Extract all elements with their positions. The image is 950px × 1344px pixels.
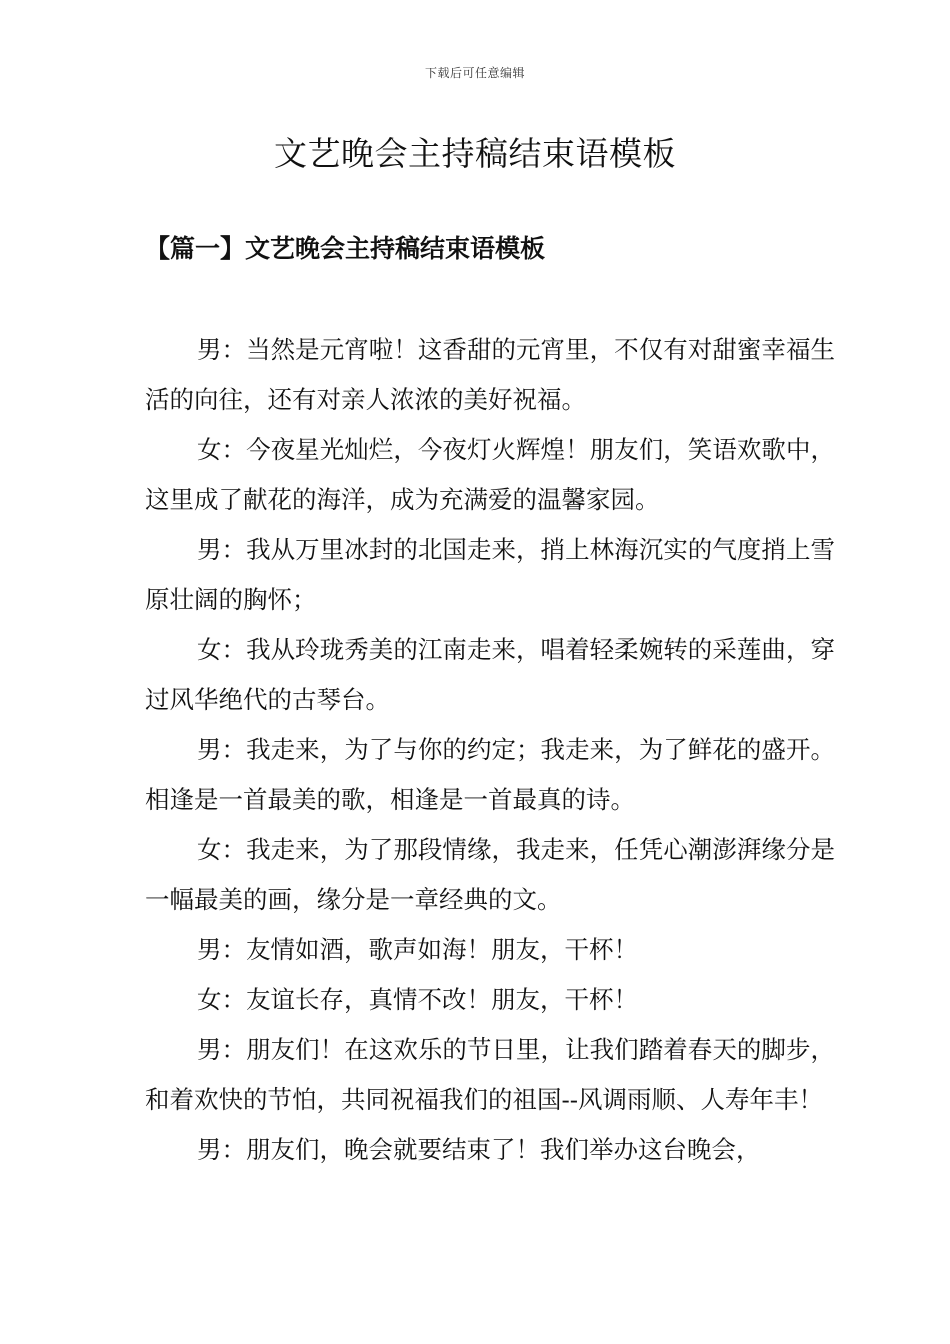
paragraph: 男：我走来，为了与你的约定；我走来，为了鲜花的盛开。相逢是一首最美的歌，相逢是一首最真的诗。 (145, 735, 835, 814)
document-body (145, 325, 835, 1175)
paragraph: 女：我走来，为了那段情缘，我走来，任凭心潮澎湃缘分是一幅最美的画，缘分是一章经典的文。 (145, 835, 835, 914)
document-title: 文艺晚会主持稿结束语模板 (274, 134, 676, 173)
paragraph: 男：朋友们，晚会就要结束了！我们举办这台晚会， (197, 1135, 761, 1164)
paragraph: 男：我从万里冰封的北国走来，捎上林海沉实的气度捎上雪原壮阔的胸怀； (145, 535, 835, 614)
paragraph: 男：当然是元宵啦！这香甜的元宵里，不仅有对甜蜜幸福生活的向往，还有对亲人浓浓的美好祝福。 (145, 335, 835, 414)
paragraph: 男：朋友们！在这欢乐的节日里，让我们踏着春天的脚步，和着欢快的节怕，共同祝福我们的祖国--风调雨顺、人寿年丰！ (145, 1035, 835, 1114)
header-note: 下载后可任意编辑 (424, 66, 525, 80)
section-heading: 【篇一】文艺晚会主持稿结束语模板 (145, 234, 546, 263)
paragraph: 女：今夜星光灿烂，今夜灯火辉煌！朋友们，笑语欢歌中，这里成了献花的海洋，成为充满爱的温馨家园。 (145, 435, 835, 514)
paragraph: 男：友情如酒，歌声如海！朋友，干杯！ (197, 935, 638, 964)
paragraph: 女：友谊长存，真情不改！朋友，干杯！ (197, 985, 638, 1014)
paragraph: 女：我从玲珑秀美的江南走来，唱着轻柔婉转的采莲曲，穿过风华绝代的古琴台。 (145, 635, 835, 714)
